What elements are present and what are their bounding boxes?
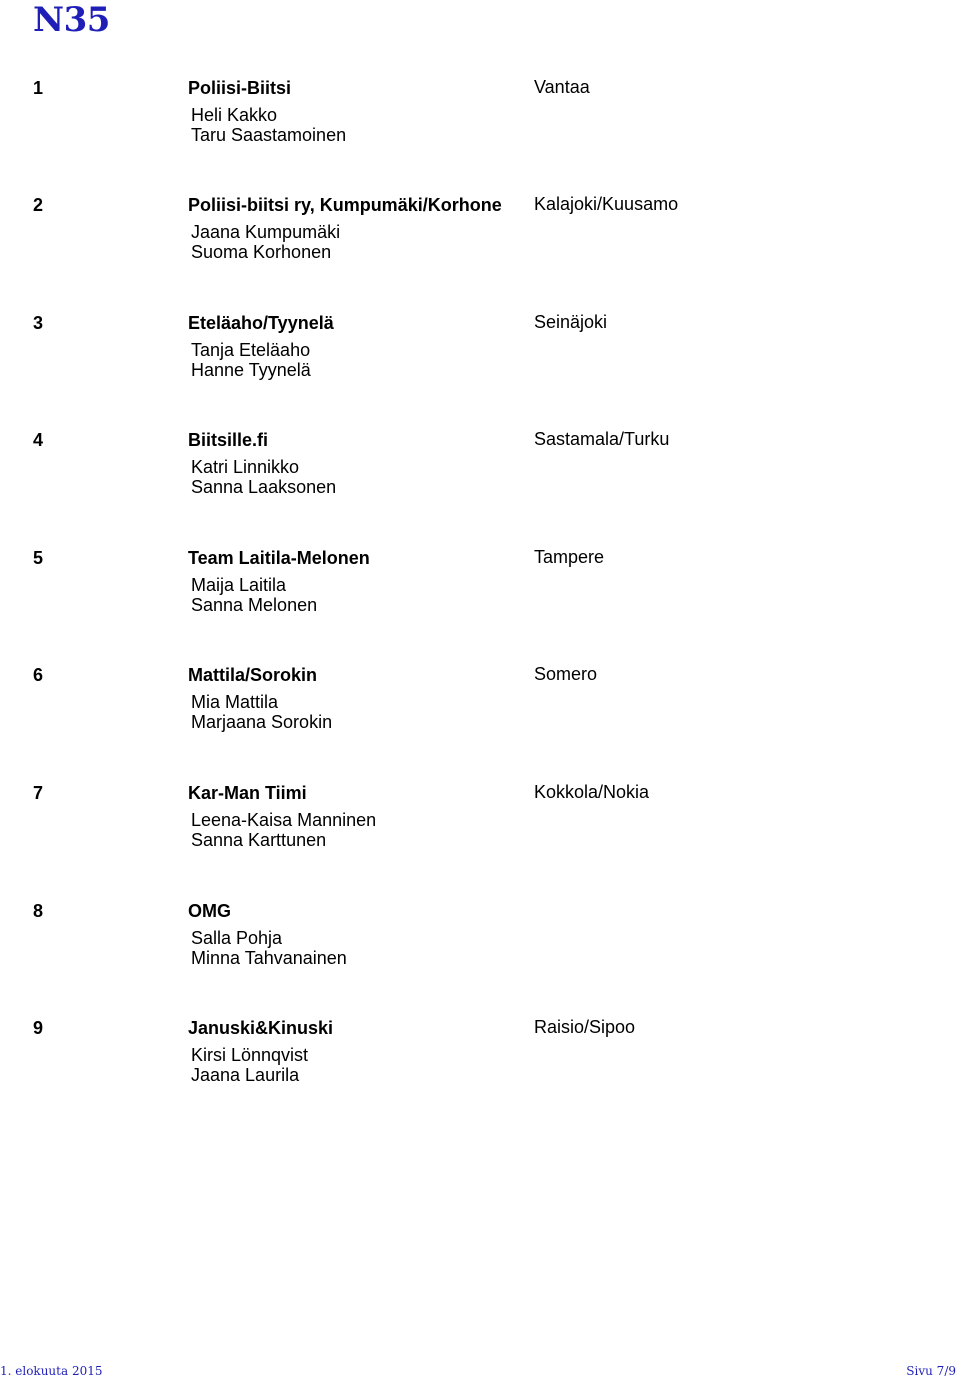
footer-page-number: Sivu 7/9: [906, 1364, 956, 1378]
team-name: Biitsille.fi: [188, 430, 269, 450]
team-city: Seinäjoki: [534, 312, 608, 332]
team-name: OMG: [188, 901, 231, 921]
player-name: Katri Linnikko: [191, 457, 300, 477]
rank-number: 6: [33, 665, 44, 685]
result-entry: [0, 664, 960, 764]
player-name: Tanja Eteläaho: [191, 340, 311, 360]
player-name: Sanna Melonen: [191, 595, 318, 615]
player-name: Heli Kakko: [191, 105, 278, 125]
team-city: Raisio/Sipoo: [534, 1017, 636, 1037]
rank-number: 1: [33, 78, 44, 98]
result-entry: [0, 1017, 960, 1117]
team-name: Poliisi-biitsi ry, Kumpumäki/Korhone: [188, 195, 502, 215]
rank-number: 3: [33, 313, 44, 333]
team-city: Kalajoki/Kuusamo: [534, 194, 679, 214]
team-city: Sastamala/Turku: [534, 429, 670, 449]
player-name: Jaana Kumpumäki: [191, 222, 341, 242]
rank-number: 5: [33, 548, 44, 568]
team-name: Poliisi-Biitsi: [188, 78, 292, 98]
team-city: Tampere: [534, 547, 605, 567]
player-name: Taru Saastamoinen: [191, 125, 347, 145]
team-name: Mattila/Sorokin: [188, 665, 318, 685]
player-name: Leena-Kaisa Manninen: [191, 810, 377, 830]
player-name: Mia Mattila: [191, 692, 279, 712]
player-name: Marjaana Sorokin: [191, 712, 333, 732]
result-entry: [0, 900, 960, 1000]
player-name: Kirsi Lönnqvist: [191, 1045, 309, 1065]
player-name: Jaana Laurila: [191, 1065, 300, 1085]
player-name: Maija Laitila: [191, 575, 287, 595]
footer-date: 1. elokuuta 2015: [0, 1364, 103, 1378]
team-name: Eteläaho/Tyynelä: [188, 313, 334, 333]
team-name: Kar-Man Tiimi: [188, 783, 307, 803]
result-entry: [0, 782, 960, 882]
rank-number: 2: [33, 195, 44, 215]
result-entry: [0, 194, 960, 294]
team-city: Vantaa: [534, 77, 590, 97]
team-name: Januski&Kinuski: [188, 1018, 334, 1038]
result-entry: [0, 429, 960, 529]
player-name: Salla Pohja: [191, 928, 283, 948]
rank-number: 7: [33, 783, 44, 803]
player-name: Suoma Korhonen: [191, 242, 332, 262]
rank-number: 8: [33, 901, 44, 921]
page-title: N35: [33, 0, 110, 40]
team-name: Team Laitila-Melonen: [188, 548, 370, 568]
player-name: Sanna Laaksonen: [191, 477, 337, 497]
result-entry: [0, 77, 960, 177]
player-name: Sanna Karttunen: [191, 830, 327, 850]
player-name: Minna Tahvanainen: [191, 948, 347, 968]
rank-number: 4: [33, 430, 44, 450]
result-entry: [0, 312, 960, 412]
player-name: Hanne Tyynelä: [191, 360, 311, 380]
team-city: Kokkola/Nokia: [534, 782, 650, 802]
team-city: Somero: [534, 664, 598, 684]
rank-number: 9: [33, 1018, 44, 1038]
result-entry: [0, 547, 960, 647]
